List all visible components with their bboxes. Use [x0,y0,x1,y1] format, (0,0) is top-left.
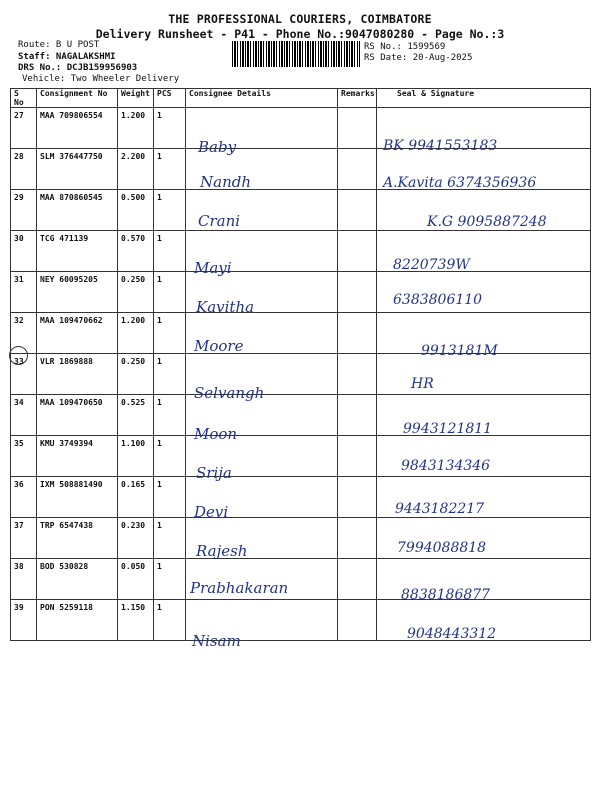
col-pcs: PCS [154,89,186,108]
row-consignment-no: MAA 870860545 [37,190,118,231]
handwritten-consignee-name: Rajesh [196,542,248,560]
row-consignee-details [186,272,338,316]
row-consignment-no: MAA 109470650 [37,395,118,436]
row-consignee-details [186,395,338,443]
table-row [11,313,591,354]
table-header-row [11,89,591,108]
handwritten-consignee-name: Crani [198,212,241,230]
drs-label: DRS No.: DCJB159956903 [18,63,138,73]
handwritten-signature: HR [411,376,434,392]
row-sno: 27 [11,108,37,149]
row-seal-signature [377,436,591,477]
table-row [11,559,591,600]
handwritten-consignee-name: Baby [198,138,237,156]
row-consignee-details [186,354,338,402]
table-row [11,108,591,149]
handwritten-consignee-name: Nandh [200,173,251,191]
row-consignee-details [186,149,338,190]
handwritten-signature: 9443182217 [395,501,485,517]
row-remarks [338,559,377,600]
handwritten-signature: 9048443312 [407,626,497,642]
table-row [11,600,591,641]
handwritten-signature: 8220739W [393,257,470,273]
row-pcs: 1 [154,313,186,354]
row-pcs: 1 [154,149,186,190]
company-title: THE PROFESSIONAL COURIERS, COIMBATORE [168,12,432,26]
row-sno: 31 [11,272,37,313]
handwritten-signature: 9913181M [421,343,498,359]
col-remarks: Remarks [338,89,377,108]
row-consignment-no: SLM 376447750 [37,149,118,190]
row-consignment-no: TCG 471139 [37,231,118,272]
row-weight: 0.250 [118,272,154,313]
row-sno: 28 [11,149,37,190]
row-sno: 33 [11,354,37,395]
row-pcs: 1 [154,272,186,313]
row-consignee-details [186,108,338,156]
handwritten-consignee-name: Selvangh [194,384,265,402]
handwritten-consignee-name: Nisam [192,632,241,650]
row-pcs: 1 [154,518,186,559]
col-consignment: Consignment No [37,89,118,108]
row-weight: 0.525 [118,395,154,436]
handwritten-consignee-name: Prabhakaran [190,579,289,597]
route-label: Route: B U POST [18,40,100,50]
row-consignee-details [186,518,338,559]
row-remarks [338,518,377,559]
runsheet-table [10,88,591,650]
row-remarks [338,436,377,477]
handwritten-consignee-name: Kavitha [196,298,255,316]
row-consignee-details [186,190,338,231]
row-seal-signature [377,354,591,395]
row-sno: 32 [11,313,37,354]
staff-label: Staff: NAGALAKSHMI [18,52,116,62]
row-consignment-no: VLR 1869888 [37,354,118,395]
row-pcs: 1 [154,600,186,641]
handwritten-consignee-name: Moore [194,337,244,355]
row-pcs: 1 [154,108,186,149]
table-row [11,354,591,395]
row-consignee-details [186,559,338,600]
row-pcs: 1 [154,436,186,477]
row-remarks [338,231,377,272]
row-pcs: 1 [154,395,186,436]
row-weight: 1.200 [118,108,154,149]
vehicle-label: Vehicle: Two Wheeler Delivery [22,74,180,84]
row-sno: 36 [11,477,37,518]
row-consignment-no: MAA 109470662 [37,313,118,354]
row-consignment-no: MAA 709806554 [37,108,118,149]
row-consignee-details [186,313,338,354]
row-remarks [338,108,377,149]
row-sno: 39 [11,600,37,641]
circled-row-marker [9,346,28,365]
col-signature: Seal & Signature [377,89,591,108]
table-row [11,149,591,190]
col-weight: Weight [118,89,154,108]
handwritten-signature: 7994088818 [397,540,487,556]
row-seal-signature [377,477,591,518]
handwritten-signature: K.G 9095887248 [427,214,547,230]
row-weight: 0.570 [118,231,154,272]
row-remarks [338,395,377,436]
row-remarks [338,272,377,313]
row-pcs: 1 [154,559,186,600]
row-seal-signature [377,559,591,603]
rs-number: RS No.: 1599569 [364,42,446,52]
row-remarks [338,190,377,231]
row-consignment-no: TRP 6547438 [37,518,118,559]
row-weight: 0.165 [118,477,154,518]
row-consignee-details [186,231,338,277]
row-consignee-details [186,477,338,521]
row-seal-signature [377,190,591,231]
table-row [11,272,591,313]
row-weight: 0.500 [118,190,154,231]
table-row [11,518,591,559]
rs-date: RS Date: 20-Aug-2025 [364,53,473,63]
handwritten-signature: BK 9941553183 [383,138,498,154]
col-consignee: Consignee Details [186,89,338,108]
row-weight: 1.100 [118,436,154,477]
row-remarks [338,313,377,354]
handwritten-consignee-name: Devi [194,503,229,521]
row-seal-signature [377,272,591,313]
row-sno: 30 [11,231,37,272]
table-row [11,231,591,272]
row-consignee-details [186,600,338,650]
row-weight: 0.230 [118,518,154,559]
row-sno: 38 [11,559,37,600]
row-remarks [338,149,377,190]
table-row [11,436,591,477]
row-weight: 0.250 [118,354,154,395]
barcode-image [232,41,360,67]
row-remarks [338,600,377,641]
row-consignment-no: IXM 508881490 [37,477,118,518]
handwritten-signature: 9943121811 [403,421,493,437]
handwritten-signature: 8838186877 [401,587,491,603]
row-seal-signature [377,395,591,436]
row-consignee-details [186,436,338,482]
table-row [11,190,591,231]
row-remarks [338,354,377,395]
row-seal-signature [377,231,591,272]
handwritten-signature: A.Kavita 6374356936 [383,175,537,191]
row-sno: 37 [11,518,37,559]
row-sno: 34 [11,395,37,436]
row-seal-signature [377,600,591,641]
row-weight: 2.200 [118,149,154,190]
col-sno: S No [11,89,37,108]
row-sno: 29 [11,190,37,231]
handwritten-signature: 6383806110 [393,292,483,308]
row-weight: 1.200 [118,313,154,354]
row-consignment-no: BOD 530828 [37,559,118,600]
row-seal-signature [377,313,591,359]
row-seal-signature [377,518,591,559]
handwritten-signature: 9843134346 [401,458,491,474]
table-row [11,477,591,518]
handwritten-consignee-name: Moon [194,425,238,443]
row-weight: 1.150 [118,600,154,641]
table-row [11,395,591,436]
handwritten-consignee-name: Mayi [194,259,232,277]
row-pcs: 1 [154,477,186,518]
row-pcs: 1 [154,190,186,231]
row-pcs: 1 [154,231,186,272]
row-consignment-no: KMU 3749394 [37,436,118,477]
row-weight: 0.050 [118,559,154,600]
runsheet-subtitle: Delivery Runsheet - P41 - Phone No.:9047080280 - Page No.:3 [95,27,505,41]
handwritten-consignee-name: Srija [196,464,232,482]
row-seal-signature [377,149,591,190]
row-remarks [338,477,377,518]
row-pcs: 1 [154,354,186,395]
row-sno: 35 [11,436,37,477]
row-consignment-no: PON 5259118 [37,600,118,641]
row-seal-signature [377,108,591,154]
row-consignment-no: NEY 60095205 [37,272,118,313]
